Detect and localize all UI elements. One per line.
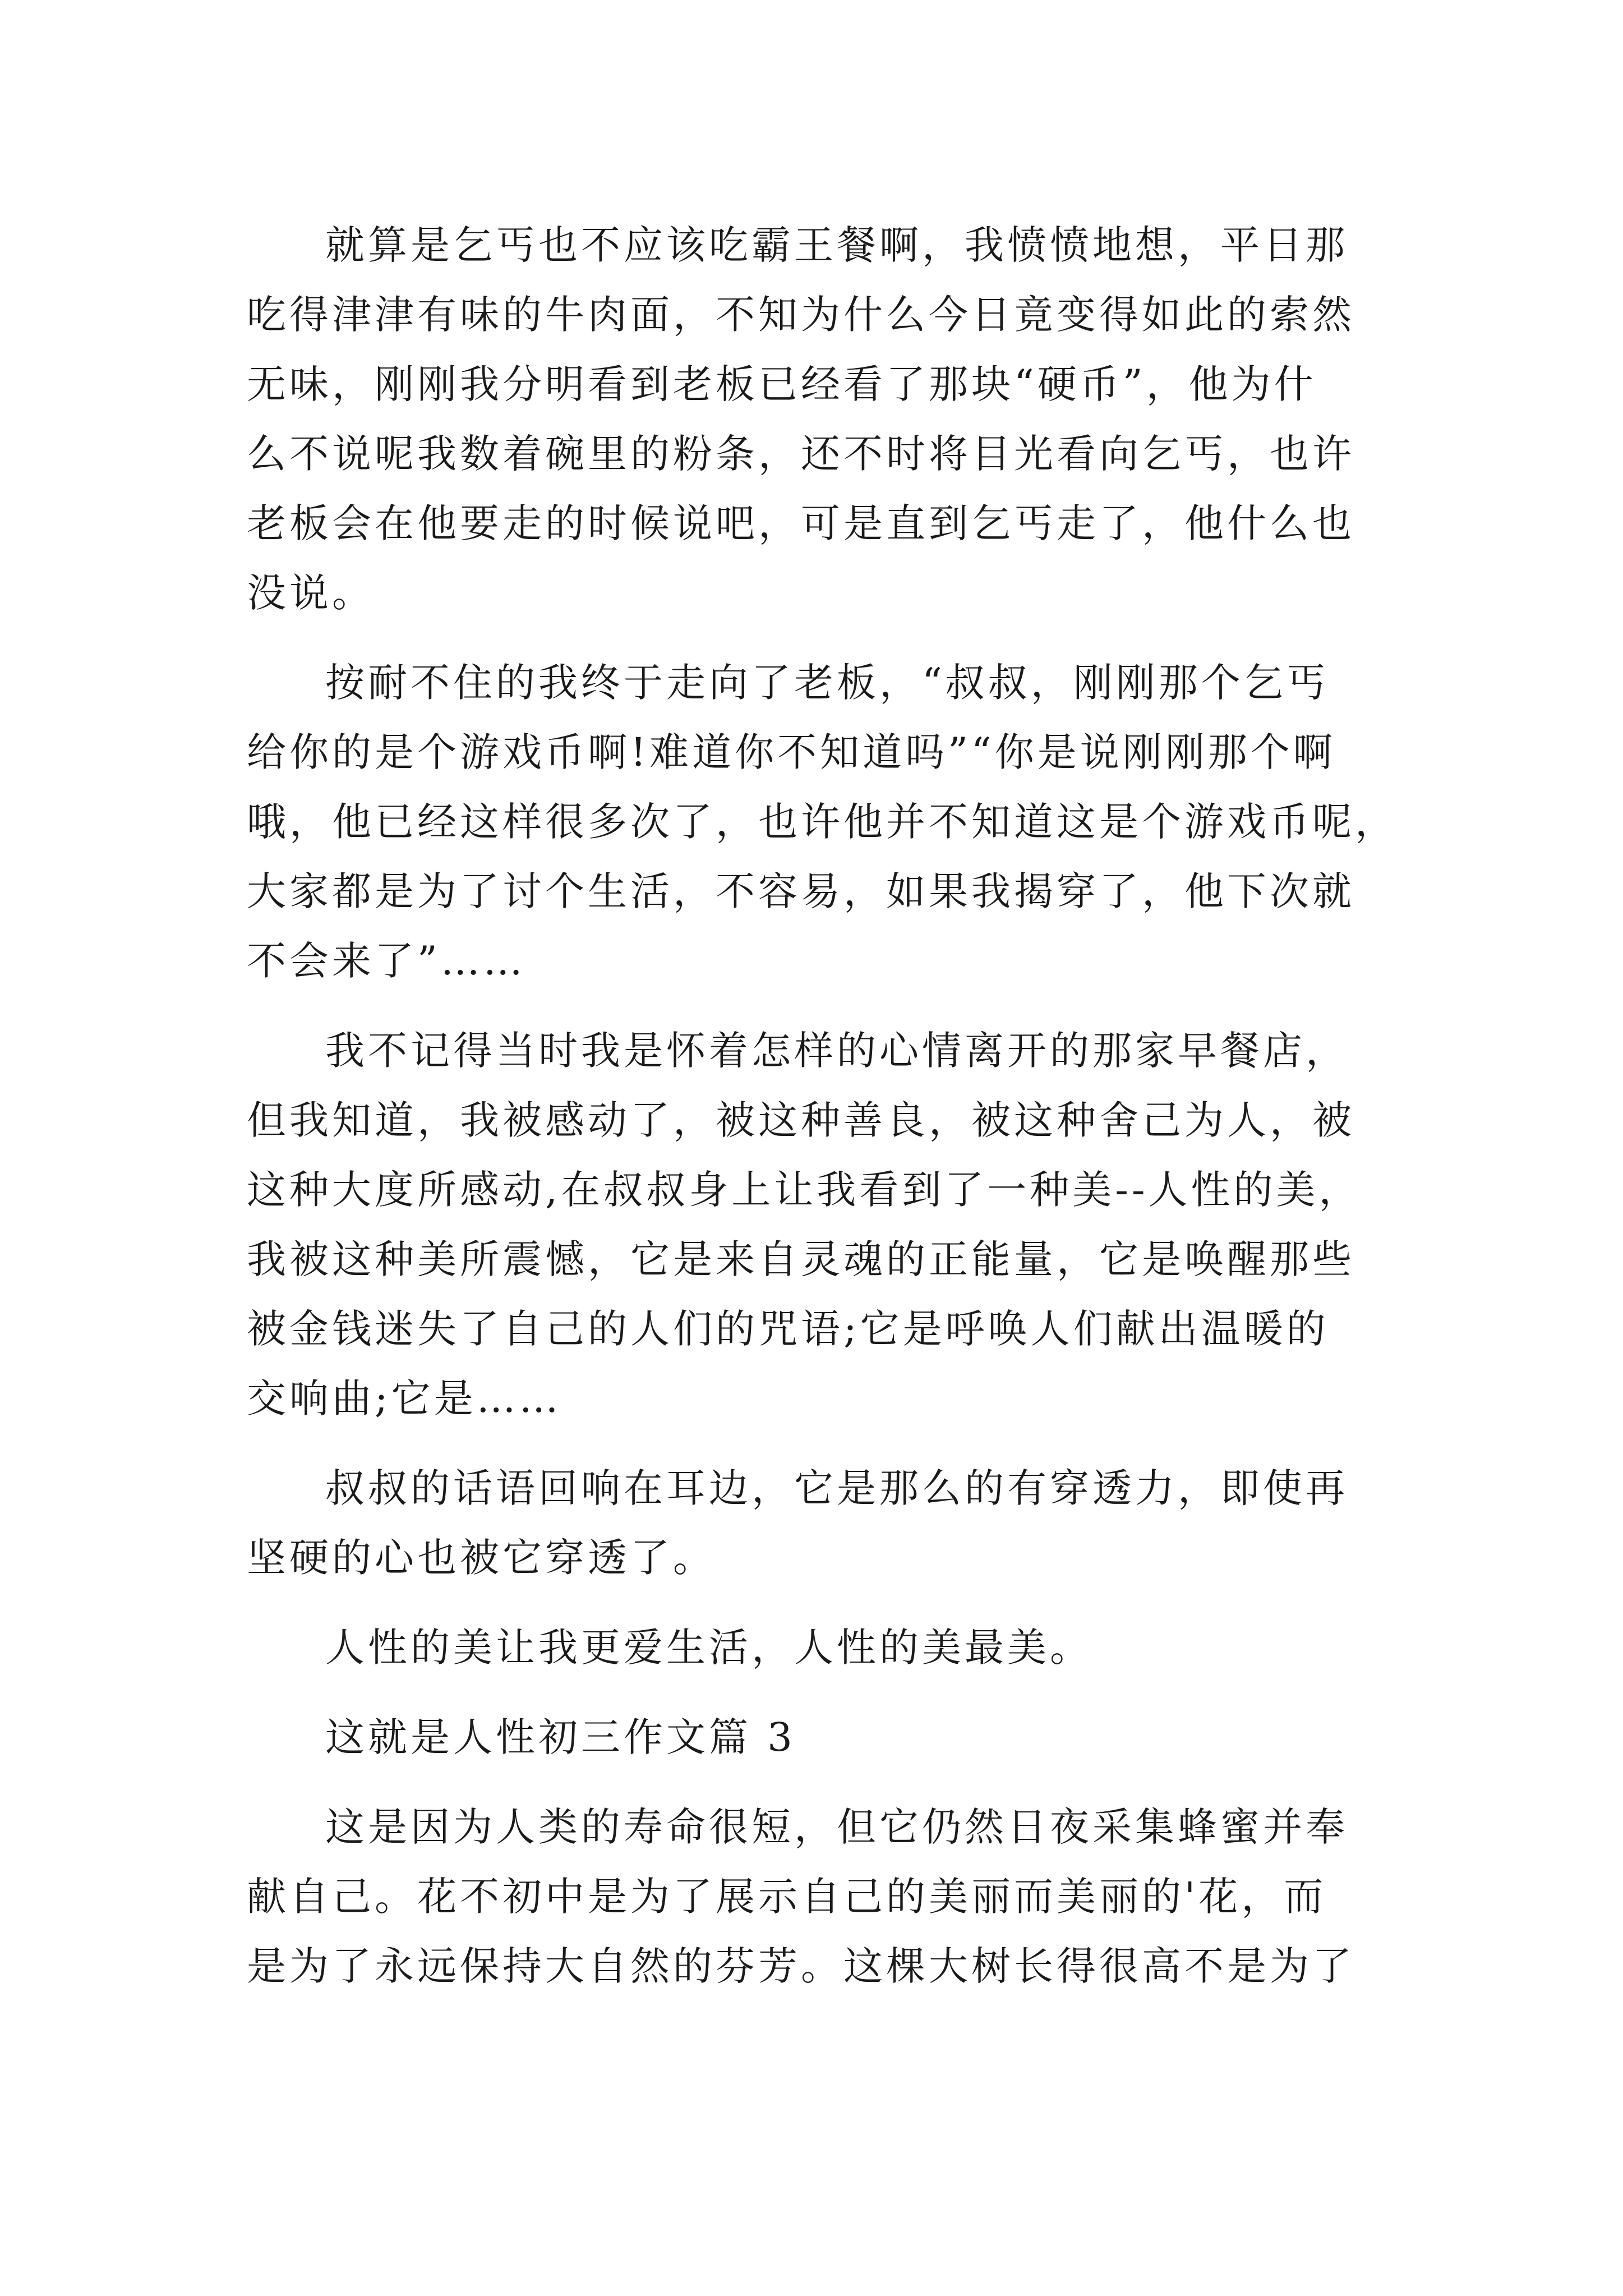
- text-line: 被金钱迷失了自己的人们的咒语;它是呼唤人们献出温暖的: [247, 1306, 1329, 1352]
- text-line: 哦，他已经这样很多次了，也许他并不知道这是个游戏币呢，: [247, 799, 1398, 845]
- text-line: 叔叔的话语回响在耳边，它是那么的有穿透力，即使再: [325, 1465, 1348, 1511]
- text-line: 吃得津津有味的牛肉面，不知为什么今日竟变得如此的索然: [247, 292, 1355, 338]
- text-line: 交响曲;它是……: [247, 1375, 562, 1421]
- text-line: 我被这种美所震憾，它是来自灵魂的正能量，它是唤醒那些: [247, 1236, 1355, 1282]
- text-line: 我不记得当时我是怀着怎样的心情离开的那家早餐店，: [325, 1028, 1348, 1074]
- text-line: 按耐不住的我终于走向了老板，“叔叔，刚刚那个乞丐: [325, 660, 1329, 706]
- text-line: 就算是乞丐也不应该吃霸王餐啊，我愤愤地想，平日那: [325, 222, 1348, 268]
- text-line: 没说。: [247, 570, 375, 616]
- document-body: [247, 210, 1398, 2021]
- text-line: 不会来了”……: [247, 938, 526, 984]
- paragraph-3: [247, 1016, 1391, 1433]
- text-line: 但我知道，我被感动了，被这种善良，被这种舍己为人，被: [247, 1097, 1355, 1143]
- text-line: 无味，刚刚我分明看到老板已经看了那块“硬币”，他为什: [247, 361, 1317, 407]
- paragraph-7: [247, 1792, 1391, 2001]
- paragraph-5: [247, 1613, 1391, 1682]
- text-line: 这是因为人类的寿命很短，但它仍然日夜采集蜂蜜并奉: [325, 1804, 1348, 1850]
- text-line: 大家都是为了讨个生活，不容易，如果我揭穿了，他下次就: [247, 868, 1355, 914]
- paragraph-4: [247, 1453, 1391, 1593]
- text-line: 给你的是个游戏币啊!难道你不知道吗”“你是说刚刚那个啊: [247, 729, 1336, 775]
- text-line: 老板会在他要走的时候说吧，可是直到乞丐走了，他什么也: [247, 500, 1355, 546]
- text-line: 坚硬的心也被它穿透了。: [247, 1535, 716, 1581]
- heading-text: 这就是人性初三作文篇 3: [325, 1714, 796, 1760]
- text-line: 这种大度所感动,在叔叔身上让我看到了一种美--人性的美，: [247, 1167, 1362, 1213]
- text-line: 么不说呢我数着碗里的粉条，还不时将目光看向乞丐，也许: [247, 431, 1355, 477]
- paragraph-1: [247, 210, 1391, 628]
- text-line: 人性的美让我更爱生活，人性的美最美。: [325, 1625, 1092, 1671]
- paragraph-2: [247, 648, 1398, 996]
- text-line: 是为了永远保持大自然的芬芳。这棵大树长得很高不是为了: [247, 1943, 1355, 1989]
- text-line: 献自己。花不初中是为了展示自己的美丽而美丽的'花，而: [247, 1874, 1327, 1920]
- section-heading: [247, 1703, 1391, 1772]
